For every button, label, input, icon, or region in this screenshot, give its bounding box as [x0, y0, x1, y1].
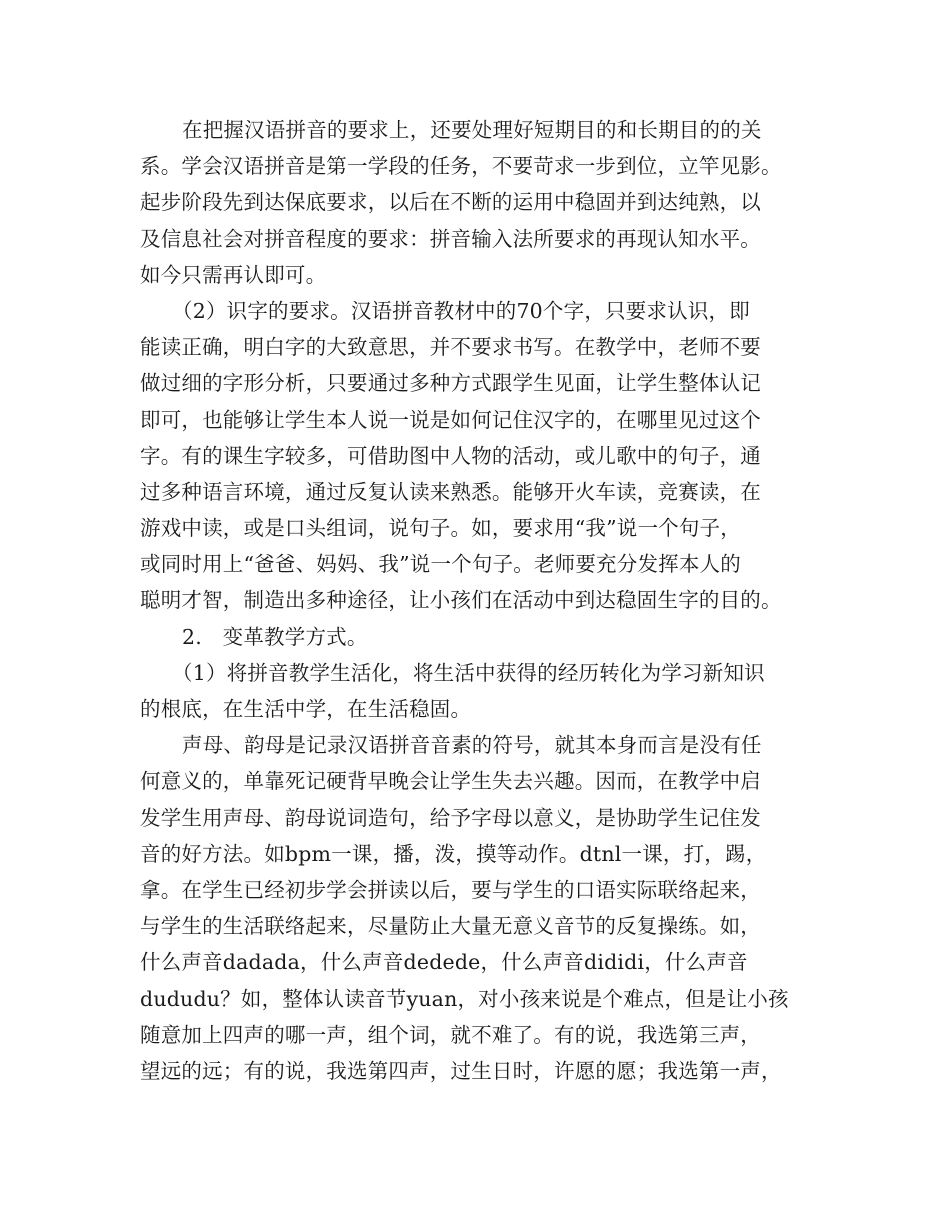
- text-line: 随意加上四声的哪一声，组个词，就不难了。有的说，我选第三声，: [140, 1022, 761, 1047]
- text-line: 发学生用声母、韵母说词造句，给予字母以意义，是协助学生记住发: [140, 805, 761, 830]
- text-line: 何意义的，单靠死记硬背早晚会让学生失去兴趣。因而，在教学中启: [140, 769, 761, 794]
- text-line: （1）将拼音教学生活化，将生活中获得的经历转化为学习新知识: [172, 660, 765, 685]
- text-line: 聪明才智，制造出多种途径，让小孩们在活动中到达稳固生字的目的。: [140, 588, 782, 613]
- text-line: 能读正确，明白字的大致意思，并不要求书写。在教学中，老师不要: [140, 335, 761, 360]
- text-line: dududu？如，整体认读音节yuan，对小孩来说是个难点，但是让小孩: [140, 986, 789, 1011]
- text-line: 过多种语言环境，通过反复认读来熟悉。能够开火车读，竞赛读，在: [140, 479, 761, 504]
- text-line: 如今只需再认即可。: [140, 262, 327, 287]
- text-line: 起步阶段先到达保底要求，以后在不断的运用中稳固并到达纯熟，以: [140, 190, 761, 215]
- text-line: 即可，也能够让学生本人说一说是如何记住汉字的，在哪里见过这个: [140, 407, 761, 432]
- text-line: 及信息社会对拼音程度的要求：拼音输入法所要求的再现认知水平。: [140, 226, 761, 251]
- text-line: 望远的远；有的说，我选第四声，过生日时，许愿的愿；我选第一声，: [140, 1058, 782, 1083]
- section-heading: 2. 变革教学方式。: [182, 624, 368, 649]
- text-line: 游戏中读，或是口头组词，说句子。如，要求用“我”说一个句子，: [140, 516, 741, 541]
- text-line: 或同时用上“爸爸、妈妈、我”说一个句子。老师要充分发挥本人的: [140, 552, 741, 577]
- text-line: 的根底，在生活中学，在生活稳固。: [140, 697, 472, 721]
- text-line: 拿。在学生已经初步学会拼读以后，要与学生的口语实际联络起来，: [140, 877, 761, 902]
- text-line: 系。学会汉语拼音是第一学段的任务，不要苛求一步到位，立竿见影。: [140, 154, 782, 179]
- text-line: 在把握汉语拼音的要求上，还要处理好短期目的和长期目的的关: [182, 118, 762, 142]
- text-line: 什么声音dadada，什么声音dedede，什么声音dididi，什么声音: [140, 950, 748, 975]
- text-line: 做过细的字形分析，只要通过多种方式跟学生见面，让学生整体认记: [140, 371, 761, 396]
- body-text: [140, 112, 826, 1089]
- text-line: 声母、韵母是记录汉语拼音音素的符号，就其本身而言是没有任: [182, 733, 762, 758]
- text-line: 音的好方法。如bpm一课，播，泼，摸等动作。dtnl一课，打，踢，: [140, 841, 767, 866]
- text-line: 字。有的课生字较多，可借助图中人物的活动，或儿歌中的句子，通: [140, 443, 761, 468]
- text-line: （2）识字的要求。汉语拼音教材中的70个字，只要求认识，即: [172, 298, 750, 323]
- text-line: 与学生的生活联络起来，尽量防止大量无意义音节的反复操练。如，: [140, 914, 761, 939]
